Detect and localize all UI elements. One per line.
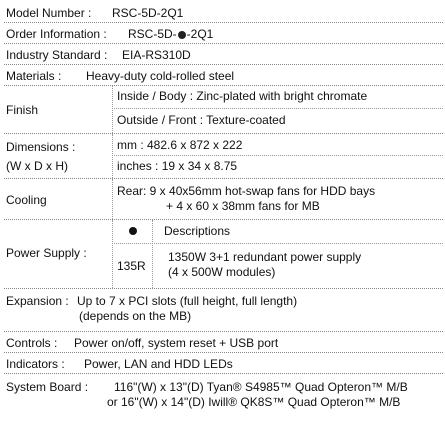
power-desc1: 1350W 3+1 redundant power supply — [168, 250, 362, 264]
expansion-line1: Up to 7 x PCI slots (full height, full length) — [77, 294, 298, 308]
order-value-prefix: RSC-5D- — [128, 27, 177, 41]
divider — [112, 179, 113, 219]
bullet-icon — [178, 31, 186, 39]
dimensions-row — [4, 134, 443, 179]
controls-row — [4, 332, 443, 353]
standard-row — [4, 44, 443, 65]
materials-label: Materials : — [6, 69, 62, 83]
materials-row — [4, 65, 443, 86]
divider — [152, 220, 153, 288]
finish-outside: Outside / Front : Texture-coated — [117, 113, 286, 127]
finish-label: Finish — [6, 103, 39, 117]
expansion-line2: (depends on the MB) — [79, 309, 192, 323]
dimensions-sublabel: (W x D x H) — [6, 159, 68, 173]
finish-row — [4, 86, 443, 134]
divider — [112, 155, 443, 156]
dimensions-mm: mm : 482.6 x 872 x 222 — [117, 138, 243, 152]
power-header: Descriptions — [164, 224, 231, 238]
board-row — [4, 374, 443, 414]
standard-value: EIA-RS310D — [122, 48, 191, 62]
order-value-suffix: -2Q1 — [186, 27, 214, 41]
cooling-line2: + 4 x 60 x 38mm fans for MB — [166, 199, 320, 213]
standard-label: Industry Standard : — [6, 48, 108, 62]
divider — [112, 86, 113, 133]
model-label: Model Number : — [6, 6, 92, 20]
cooling-line1: Rear: 9 x 40x56mm hot-swap fans for HDD bays — [117, 184, 376, 198]
dimensions-inches: inches : 19 x 34 x 8.75 — [117, 159, 238, 173]
indicators-label: Indicators : — [6, 357, 65, 371]
board-line2: or 16"(W) x 14"(D) Iwill® QK8S™ Quad Opteron™ M/B — [107, 395, 401, 409]
bullet-icon — [129, 227, 137, 235]
materials-value: Heavy-duty cold-rolled steel — [86, 69, 235, 83]
cooling-row — [4, 179, 443, 220]
indicators-row — [4, 353, 443, 374]
power-code: 135R — [117, 259, 146, 273]
order-label: Order Information : — [6, 27, 107, 41]
divider — [112, 108, 443, 109]
controls-label: Controls : — [6, 336, 58, 350]
power-label: Power Supply : — [6, 246, 87, 260]
indicators-value: Power, LAN and HDD LEDs — [84, 357, 233, 371]
dimensions-label: Dimensions : — [6, 140, 76, 154]
controls-value: Power on/off, system reset + USB port — [74, 336, 279, 350]
divider — [112, 220, 113, 288]
expansion-row — [4, 289, 443, 332]
board-label: System Board : — [6, 380, 89, 394]
board-line1: 116"(W) x 13"(D) Tyan® S4985™ Quad Opteron™ M/B — [114, 380, 408, 394]
order-value — [128, 27, 213, 41]
model-value: RSC-5D-2Q1 — [112, 6, 184, 20]
finish-inside: Inside / Body : Zinc-plated with bright chromate — [117, 89, 368, 103]
expansion-label: Expansion : — [6, 294, 69, 308]
model-row — [4, 2, 443, 23]
power-row — [4, 220, 443, 289]
order-row — [4, 23, 443, 44]
cooling-label: Cooling — [6, 193, 47, 207]
divider — [112, 134, 113, 178]
divider — [112, 243, 443, 244]
power-desc2: (4 x 500W modules) — [168, 265, 276, 279]
